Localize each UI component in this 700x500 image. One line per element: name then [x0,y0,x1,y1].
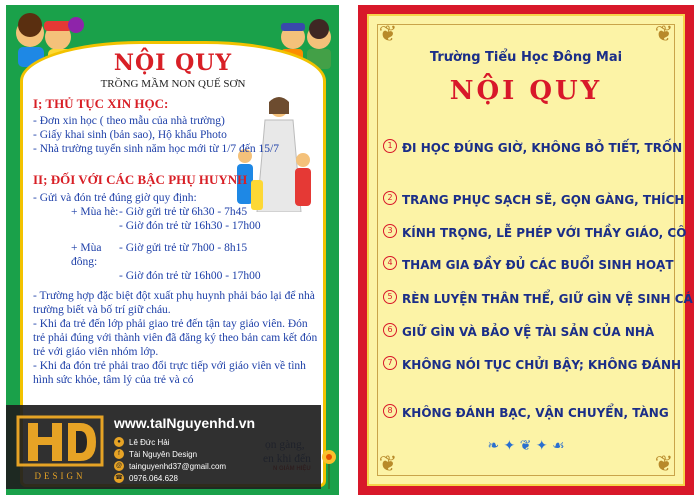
corner-ornament-icon: ❦ [654,452,674,477]
rule-item [383,292,693,306]
bottom-ornament-icon: ❧ ✦ ❦ ✦ ☙ [487,438,565,454]
contact-brand [114,449,197,459]
corner-ornament-icon: ❦ [378,22,398,47]
rule-item [383,141,682,155]
contact-email [114,461,226,471]
contact-email-text: tainguyenhd37@gmail.com [129,461,227,471]
rule-number: 6 [383,323,397,337]
paragraph: - Khi đa trẻ đến lớp phải giao trẻ đến tận tay giáo viên. Đón trẻ phải đúng với thành viên đã đăng ký theo bản cam kết đón trẻ với giáo viên nhóm lớp. [33,318,318,358]
corner-ornament-icon: ❦ [378,452,398,477]
rule-item [383,406,669,420]
rule-text: KHÔNG NÓI TỤC CHỬI BẬY; KHÔNG ĐÁNH [402,358,682,372]
rule-item [383,226,686,240]
rule-number: 5 [383,290,397,304]
summer-pick: - Giờ đón trẻ từ 16h30 - 17h00 [119,220,261,232]
winter-label: + Mùa đông: [71,242,102,268]
rule-text: KÍNH TRỌNG, LỄ PHÉP VỚI THẦY GIÁO, CÔ [402,226,687,240]
right-poster [358,5,694,495]
contact-brand-text: Tài Nguyên Design [129,449,198,459]
summer-label: + Mùa hè: [71,206,119,218]
list-item: - Đơn xin học ( theo mẫu của nhà trường) [33,115,225,127]
flower-icon [318,445,340,489]
summer-drop: - Giờ gửi trẻ từ 6h30 - 7h45 [119,206,248,218]
list-item: - Gửi và đón trẻ đúng giờ quy định: [33,192,197,204]
school-name: Trường Tiểu Học Đông Mai [429,50,623,65]
rule-number: 8 [383,404,397,418]
rule-item [383,258,674,272]
email-icon: @ [115,463,123,469]
rule-item [383,325,654,339]
rule-text: TRANG PHỤC SẠCH SẼ, GỌN GÀNG, THÍCH [402,193,685,207]
winter-drop: - Giờ gửi trẻ từ 7h00 - 8h15 [119,242,248,254]
rule-number: 3 [383,224,397,238]
section2 [33,172,319,387]
phone-icon: ☎ [115,475,123,481]
rule-number: 7 [383,356,397,370]
rule-item [383,358,681,372]
section2-heading: II; ĐỐI VỚI CÁC BẬC PHỤ HUYNH [33,172,248,187]
left-subtitle: TRỒNG MẦM NON QUẾ SƠN [100,78,246,90]
rule-number: 4 [383,256,397,270]
list-item: - Giấy khai sinh (bản sao), Hộ khẩu Photo [33,129,227,141]
contact-phone-text: 0976.064.628 [129,473,178,483]
contact-name-text: Lê Đức Hải [129,437,170,447]
rule-text: KHÔNG ĐÁNH BẠC, VẬN CHUYỂN, TÀNG [402,406,669,420]
section1-heading: I; THỦ TỤC XIN HỌC: [33,96,169,111]
section1 [33,96,319,156]
website-link[interactable]: www.taINguyenhd.vn [114,415,256,431]
contact-phone [114,473,178,483]
rule-text: GIỮ GÌN VÀ BẢO VỆ TÀI SẢN CỦA NHÀ [402,325,655,339]
list-item: - Nhà trường tuyển sinh năm học mới từ 1/7 đến 15/7 [33,143,279,155]
winter-pick: - Giờ đón trẻ từ 16h00 - 17h00 [119,270,261,282]
rule-text: RÈN LUYỆN THÂN THỂ, GIỮ GÌN VỆ SINH CÁ [402,292,693,306]
corner-ornament-icon: ❦ [654,22,674,47]
rule-text: THAM GIA ĐẦY ĐỦ CÁC BUỔI SINH HOẠT [402,258,674,272]
facebook-icon: f [114,449,124,459]
rule-number: 1 [383,139,397,153]
contact-name [114,437,169,447]
paragraph: - Khi đa đón trẻ phải trao đổi trực tiếp với giáo viên về tình hình sức khỏe, tâm lý của trẻ và có [33,360,306,386]
right-poster-panel [367,14,693,486]
user-icon: ● [114,437,124,447]
watermark-banner [6,405,321,489]
rule-text: ĐI HỌC ĐÚNG GIỜ, KHÔNG BỎ TIẾT, TRỐN [402,141,683,155]
rule-item [383,193,684,207]
right-title: NỘI QUY [449,76,603,106]
logo-text: DESIGN [34,471,86,481]
paragraph: - Trường hợp đặc biệt đột xuất phụ huynh phải báo lại để nhà trường biết và bố trí giữ cháu. [33,290,315,316]
left-title: NỘI QUY [113,50,233,76]
rule-number: 2 [383,191,397,205]
